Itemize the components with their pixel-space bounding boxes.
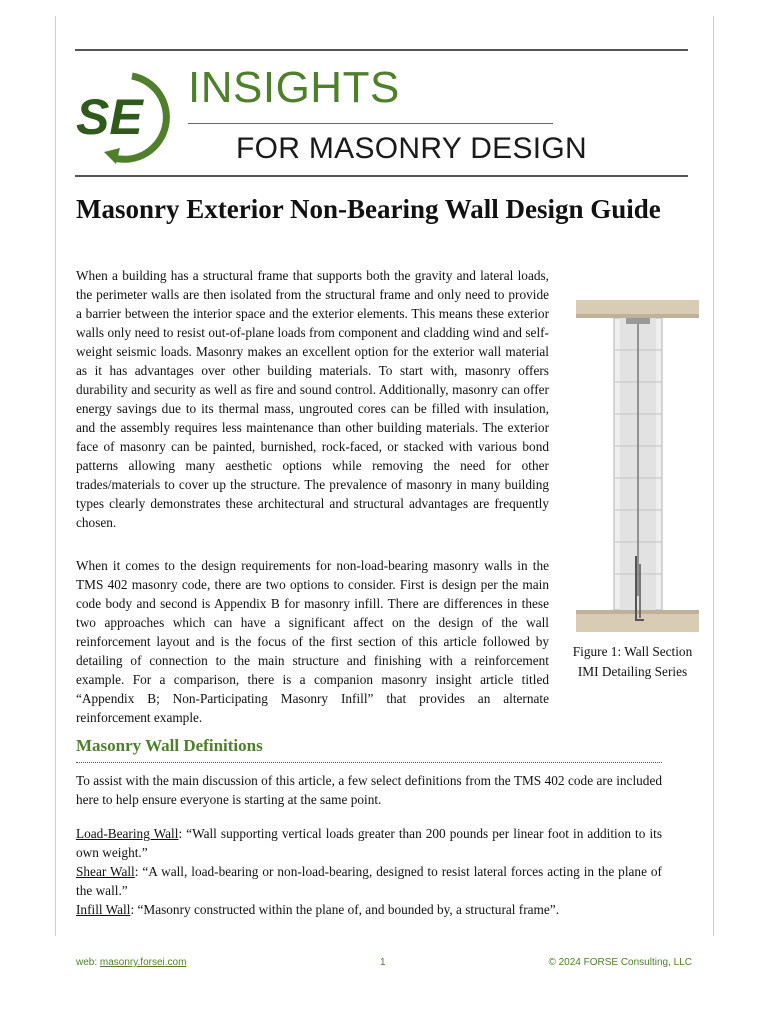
footer-copyright: © 2024 FORSE Consulting, LLC — [548, 957, 692, 968]
section-intro-paragraph: To assist with the main discussion of this article, a few select definitions from the TMS 402 code are included here to help ensure everyone is starting at the same point. — [76, 773, 662, 807]
design-options-paragraph: When it comes to the design requirements for non-load-bearing masonry walls in the TMS 402 masonry code, there are two options to consider. First is design per the main code body and second is Appendix B for masonry infill. There are differences in these two approaches which can have a significant affect on the design of the wall reinforcement layout and is the focus of the first section of this article followed by detailing of connection to the main structure and finishing with a reinforcement example. For a comparison, there is a companion masonry insight article titled “Appendix B; Non-Participating Masonry Infill” that provides an alternate reinforcement example. — [76, 558, 549, 725]
brand-title: INSIGHTS — [188, 63, 400, 112]
definition-item — [76, 900, 662, 919]
definition-text: : “Masonry constructed within the plane of, and bounded by, a structural frame”. — [130, 902, 560, 917]
section-divider — [76, 762, 662, 763]
figure-caption — [565, 642, 700, 682]
top-rule — [75, 49, 688, 51]
footer-web-label: web: — [76, 957, 100, 968]
wall-section-figure — [576, 300, 699, 632]
section-heading: Masonry Wall Definitions — [76, 736, 263, 755]
brand-subtitle: FOR MASONRY DESIGN — [236, 132, 588, 165]
footer-web-link[interactable]: masonry.forsei.com — [99, 957, 187, 968]
intro-paragraph: When a building has a structural frame that supports both the gravity and lateral loads, the perimeter walls are then isolated from the structural frame and only need to provide a barrier between the interior space and the exterior elements. This means these exterior walls only need to resist out-of-plane loads from component and cladding wind and self-weight seismic loads. Masonry makes an excellent option for the exterior wall material as it has advantages over other building materials. To start with, masonry offers durability and security as well as fire and sound control. Additionally, masonry can offer energy savings due to its thermal mass, ungrouted cores can be filled with insulation, and the assembly requires less maintenance than other building materials. The exterior face of masonry can be painted, burnished, rock-faced, or stacked with various bond patterns allowing many aesthetic options while removing the need for other trades/materials to cover up the structure. The prevalence of masonry in many building types clearly demonstrates these architectural and structural advantages are frequently chosen. — [76, 268, 549, 530]
header-bottom-rule — [75, 175, 688, 177]
definition-term: Load-Bearing Wall — [76, 826, 179, 841]
footer-web — [76, 957, 186, 968]
logo-text: SE — [76, 89, 143, 145]
definition-text: : “Wall supporting vertical loads greater than 200 pounds per linear foot in addition to its own weight.” — [76, 826, 663, 860]
definition-term: Infill Wall — [76, 902, 131, 917]
definition-item — [76, 862, 662, 900]
definition-term: Shear Wall — [76, 864, 135, 879]
se-logo — [74, 70, 184, 166]
caption-line-1: Figure 1: Wall Section — [572, 644, 693, 659]
definition-text: : “A wall, load-bearing or non-load-bearing, designed to resist lateral forces acting in the plane of the wall.” — [76, 864, 662, 898]
header-divider — [188, 123, 553, 124]
definitions-list — [76, 824, 662, 919]
definition-item — [76, 824, 662, 862]
page-number: 1 — [380, 957, 386, 968]
article-title: Masonry Exterior Non-Bearing Wall Design Guide — [76, 194, 661, 224]
caption-line-2: IMI Detailing Series — [577, 664, 688, 679]
